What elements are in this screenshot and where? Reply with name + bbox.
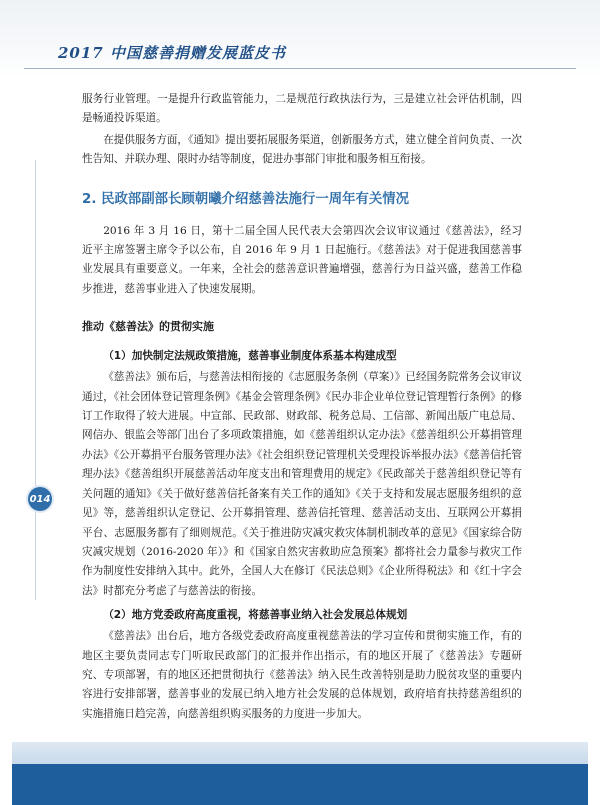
- paragraph: 在提供服务方面，《通知》提出要拓展服务渠道，创新服务方式，建立健全首问负责、一次性告知、并联办理、限时办结等制度，促进办事部门审批和服务相互衔接。: [82, 133, 522, 166]
- main-content: [82, 90, 522, 724]
- footer-band: [12, 764, 588, 805]
- item-heading: （1）加快制定法规政策措施，慈善事业制度体系基本构建成型: [103, 350, 397, 363]
- header-background: [0, 0, 600, 78]
- paragraph: 《慈善法》颁布后，与慈善法相衔接的《志愿服务条例（草案）》已经国务院常务会议审议通过，《社会团体登记管理条例》《基金会管理条例》《民办非企业单位登记管理暂行条例》的修订工作取得了较大进展。中宣部、民政部、财政部、税务总局、工信部、新闻出版广电总局、网信办、银监会等部门出台了多项政策措施，如《慈善组织认定办法》《慈善组织公开募捐管理办法》《公开募捐平台服务管理办法》《社会组织登记管理机关受理投诉举报办法》《慈善信托管理办法》《慈善组织开展慈善活动年度支出和管理费用的规定》《民政部关于慈善组织登记等有关问题的通知》《关于做好慈善信托备案有关工作的通知》《关于支持和发展志愿服务组织的意见》等，慈善组织认定登记、公开募捐管理、慈善信托管理、慈善活动支出、互联网公开募捐平台、志愿服务都有了细则规范。《关于推进防灾减灾救灾体制机制改革的意见》《国家综合防灾减灾规划（2016-2020 年）》和《国家自然灾害救助应急预案》都将社会力量参与救灾工作作为制度性安排纳入其中。此外，全国人大在修订《民法总则》《企业所得税法》和《红十字会法》时都充分考虑了与慈善法的衔接。: [82, 371, 522, 597]
- page-number-badge: 014: [28, 487, 52, 511]
- footer-gradient: [12, 742, 588, 764]
- paragraph: 服务行业管理。一是提升行政监管能力，二是规范行政执法行为，三是建立社会评估机制，四是畅通投诉渠道。: [82, 93, 522, 125]
- sub-heading: 推动《慈善法》的贯彻实施: [82, 320, 214, 334]
- paragraph: 《慈善法》出台后，地方各级党委政府高度重视慈善法的学习宣传和贯彻实施工作，有的地区主要负责同志专门听取民政部门的汇报并作出指示，有的地区开展了《慈善法》专题研究、专项部署，有的地区还把贯彻执行《慈善法》纳入民生改善特别是助力脱贫攻坚的重要内容进行安排部署，慈善事业的发展已纳入地方社会发展的总体规划，政府培育扶持慈善组织的实施措施日趋完善，向慈善组织购买服务的力度进一步加大。: [82, 630, 522, 720]
- margin-rule: [35, 160, 36, 600]
- header-divider: [24, 68, 576, 69]
- book-title: 2017 中国慈善捐赠发展蓝皮书: [58, 44, 286, 62]
- section-heading: 2. 民政部副部长顾朝曦介绍慈善法施行一周年有关情况: [82, 191, 410, 207]
- paragraph: 2016 年 3 月 16 日，第十二届全国人民代表大会第四次会议审议通过《慈善法》，经习近平主席签署主席令予以公布，自 2016 年 9 月 1 日起施行。《慈善法》对于促进我国慈善事业发展具有重要意义。一年来，全社会的慈善意识普遍增强，慈善行为日益兴盛，慈善工作稳步推进，慈善事业进入了快速发展期。: [82, 224, 522, 295]
- page-header: [0, 0, 600, 78]
- item-heading: （2）地方党委政府高度重视，将慈善事业纳入社会发展总体规划: [103, 609, 408, 622]
- page-footer: [0, 742, 600, 805]
